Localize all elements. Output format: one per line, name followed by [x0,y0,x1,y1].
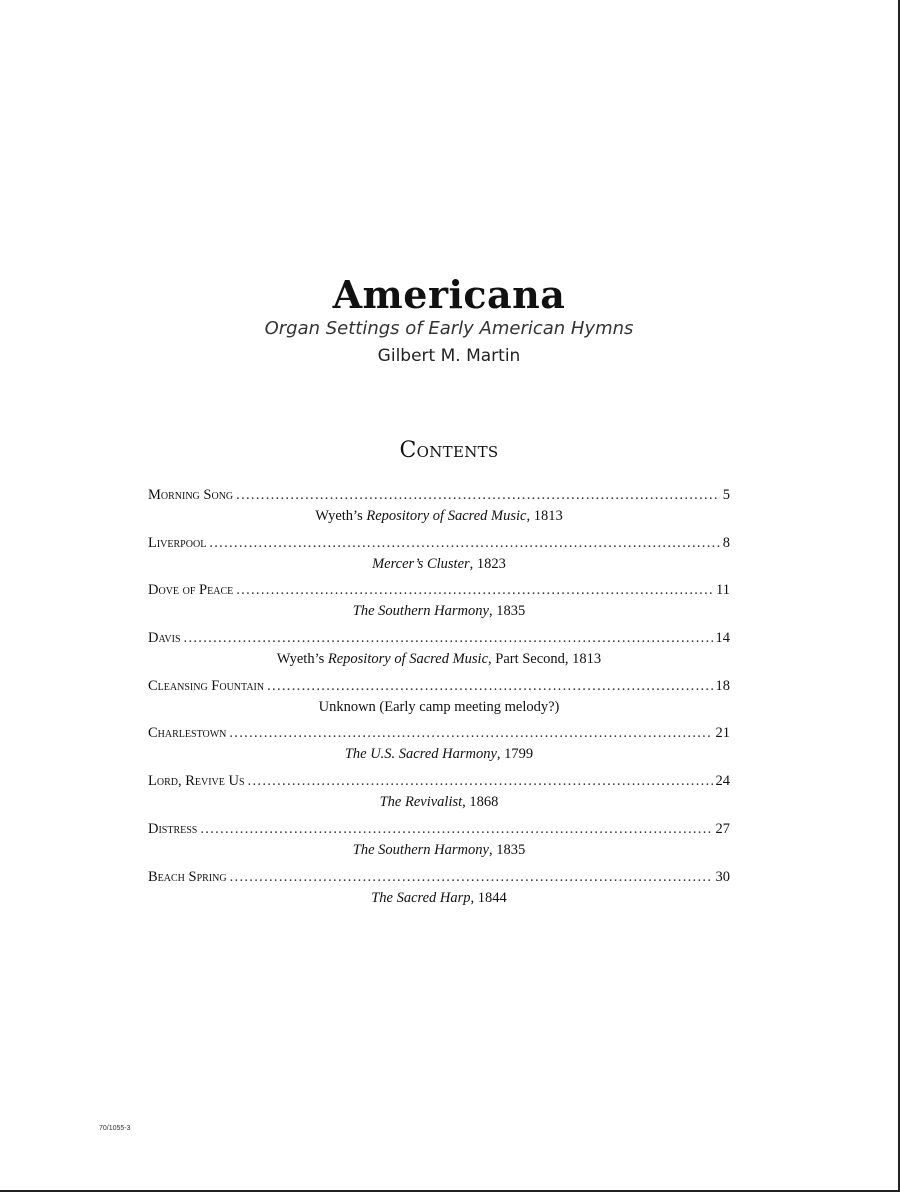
toc-dot-leader [236,486,720,505]
toc-source-suffix: , 1868 [462,794,499,811]
toc-page-number: 27 [715,820,730,837]
toc-dot-leader [229,724,712,743]
toc-source [148,506,730,526]
toc-line [148,486,730,505]
toc-entry [148,724,730,772]
toc-hymn-name: Liverpool [148,534,207,551]
toc-page-number: 5 [722,487,730,503]
toc-source [148,792,730,812]
toc-page-number: 8 [722,534,730,551]
toc-entry [148,486,730,534]
toc-source-suffix: , 1835 [488,603,526,620]
toc-source [148,697,730,717]
toc-source-title: Mercer’s Cluster [372,555,470,572]
toc-source-suffix: , 1835 [488,841,526,858]
table-of-contents [148,486,730,915]
toc-line [148,534,730,553]
toc-source-title: Repository of Sacred Music [366,508,527,524]
toc-source-suffix: , 1844 [470,889,507,906]
toc-hymn-name: Davis [148,630,181,647]
toc-entry [148,629,730,677]
toc-hymn-name: Lord, Revive Us [148,773,245,790]
toc-source-prefix: Wyeth’s [276,651,328,668]
toc-page-number: 14 [715,630,730,647]
toc-source-suffix: , 1799 [496,746,534,763]
page-title: Americana [332,272,566,317]
toc-line [148,581,730,600]
toc-dot-leader [200,820,712,839]
toc-entry [148,868,730,916]
toc-entry [148,772,730,820]
toc-source-prefix: Unknown (Early camp meeting melody?) [318,698,560,715]
toc-line [148,772,730,791]
toc-source [148,601,730,621]
toc-page-number: 21 [715,725,730,742]
toc-dot-leader [230,868,713,887]
toc-source [148,840,730,860]
toc-line [148,820,730,839]
toc-hymn-name: Cleansing Fountain [148,677,265,694]
toc-hymn-name: Distress [148,820,198,837]
author-name: Gilbert M. Martin [377,346,521,366]
toc-entry [148,677,730,725]
toc-dot-leader [248,772,713,791]
toc-source-suffix: , 1823 [469,555,506,572]
toc-source-prefix: Wyeth’s [315,508,367,524]
toc-dot-leader [236,581,713,600]
toc-line [148,868,730,887]
toc-source-title: The Revivalist [379,794,463,811]
catalog-code: 70/1055-3 [99,1125,131,1132]
page-subtitle: Organ Settings of Early American Hymns [264,318,634,339]
toc-hymn-name: Beach Spring [148,868,227,885]
toc-source-suffix: , 1813 [526,508,563,524]
toc-dot-leader [267,677,712,696]
toc-page-number: 24 [715,773,730,790]
toc-source-title: The Sacred Harp [371,889,471,906]
toc-line [148,677,730,696]
toc-source [148,554,730,574]
toc-entry [148,581,730,629]
toc-source [148,649,730,669]
toc-source-title: The Southern Harmony [352,603,489,620]
contents-heading: Contents [399,438,499,463]
toc-hymn-name: Morning Song [148,487,234,503]
toc-source-title: The U.S. Sacred Harmony [344,746,497,763]
toc-source-title: Repository of Sacred Music [327,651,489,668]
toc-entry [148,820,730,868]
toc-line [148,629,730,648]
toc-dot-leader [184,629,713,648]
toc-entry [148,534,730,582]
toc-line [148,724,730,743]
toc-hymn-name: Dove of Peace [148,582,234,599]
toc-source-title: The Southern Harmony [352,841,489,858]
toc-source [148,744,730,764]
toc-page-number: 30 [715,868,730,885]
toc-dot-leader [209,534,719,553]
toc-source [148,888,730,908]
toc-page-number: 11 [716,582,730,599]
toc-hymn-name: Charlestown [148,725,227,742]
toc-source-suffix: , Part Second, 1813 [488,651,602,668]
toc-page-number: 18 [715,677,730,694]
